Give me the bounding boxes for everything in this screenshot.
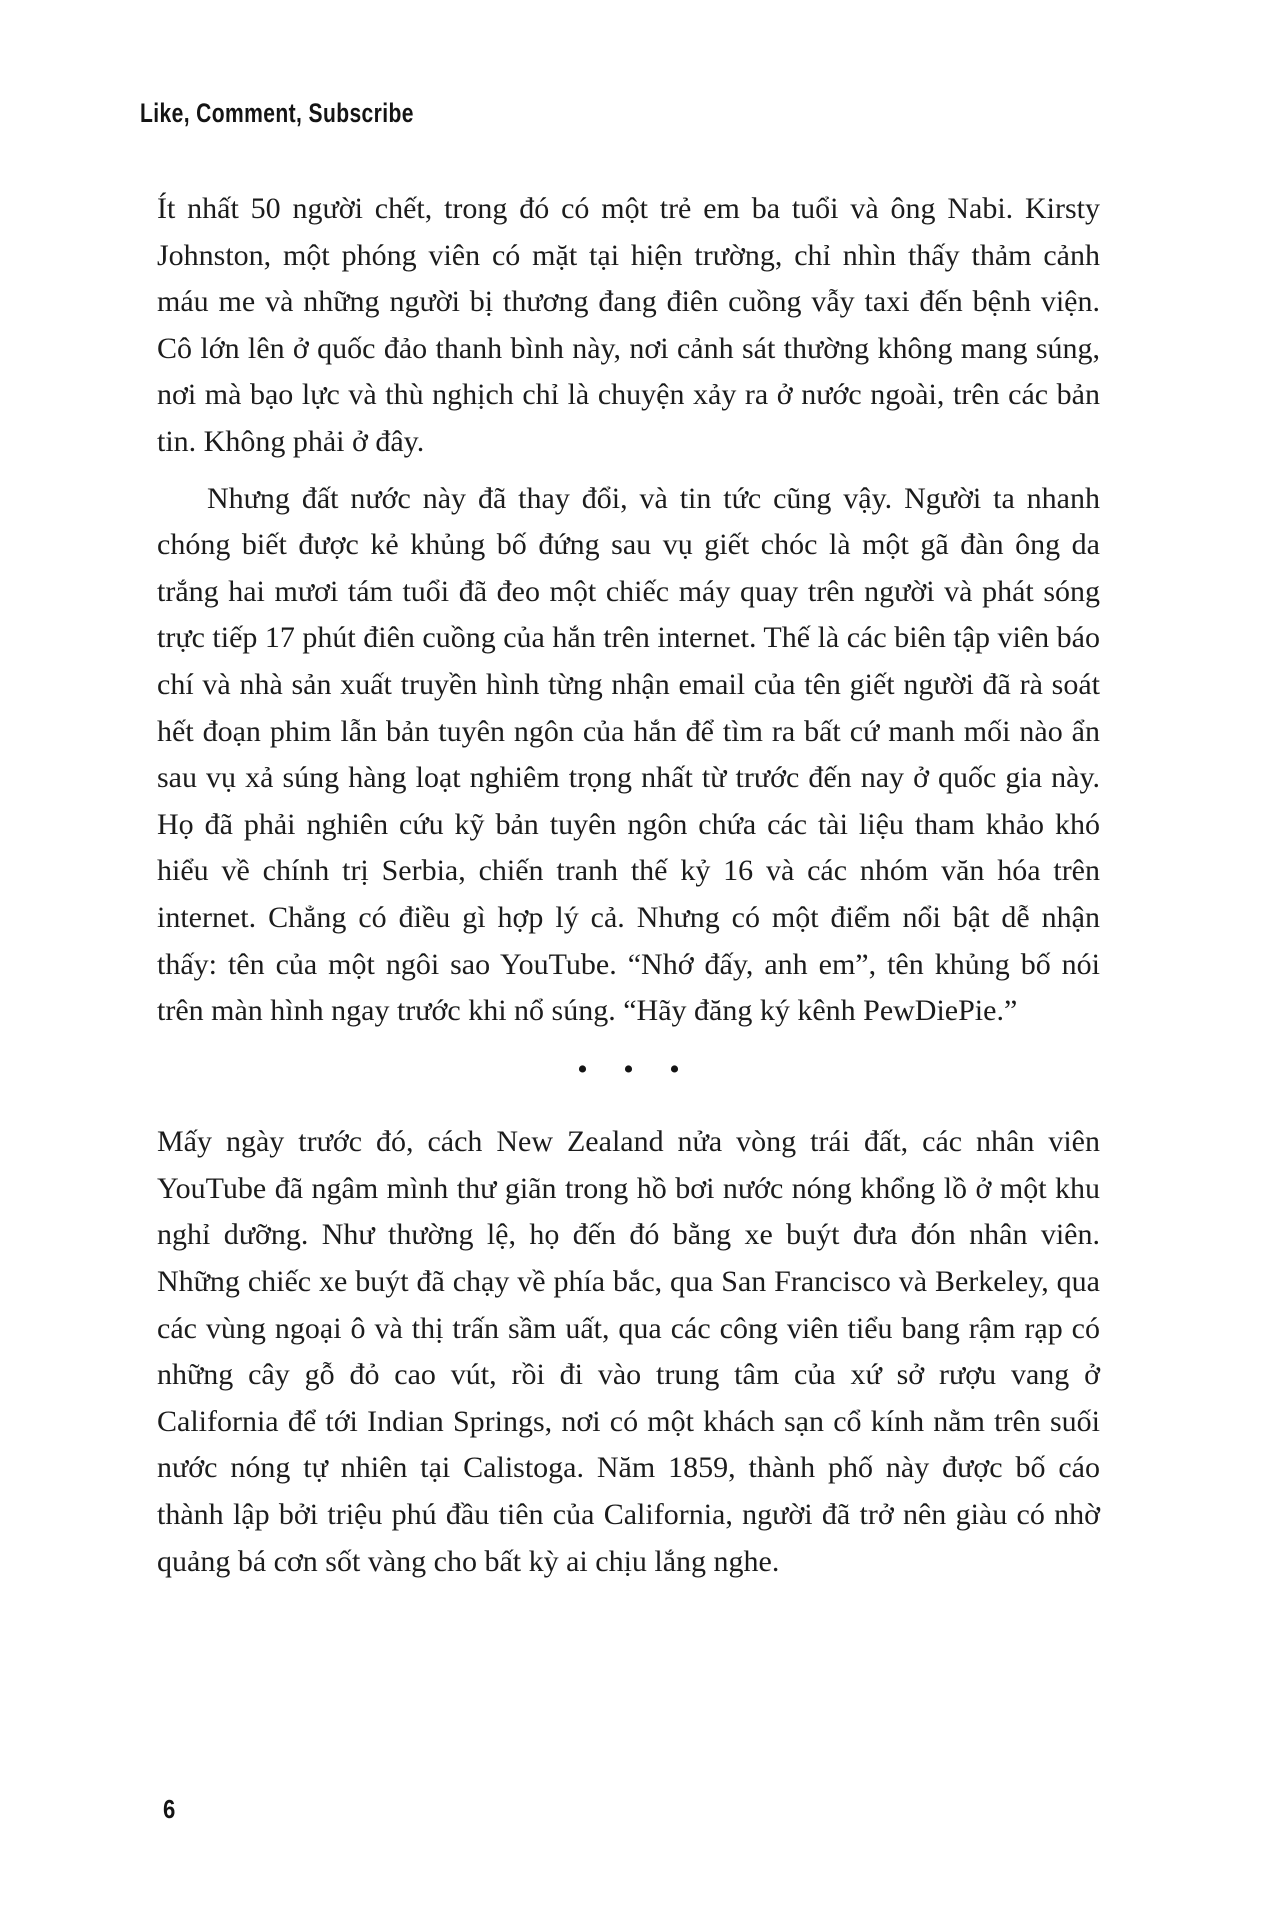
section-break-dots: • • • — [577, 1052, 694, 1086]
paragraph-1: Ít nhất 50 người chết, trong đó có một trẻ em ba tuổi và ông Nabi. Kirsty Johnston, một phóng viên có mặt tại hiện trường, chỉ nhìn thấy thảm cảnh máu me và những người bị thương đang điên cuồng vẫy taxi đến bệnh viện. Cô lớn lên ở quốc đảo thanh bình này, nơi cảnh sát thường không mang súng, nơi mà bạo lực và thù nghịch chỉ là chuyện xảy ra ở nước ngoài, trên các bản tin. Không phải ở đây. — [157, 192, 1100, 458]
body-text — [157, 186, 1100, 1595]
paragraph-2: Nhưng đất nước này đã thay đổi, và tin tức cũng vậy. Người ta nhanh chóng biết được kẻ khủng bố đứng sau vụ giết chóc là một gã đàn ông da trắng hai mươi tám tuổi đã đeo một chiếc máy quay trên người và phát sóng trực tiếp 17 phút điên cuồng của hắn trên internet. Thế là các biên tập viên báo chí và nhà sản xuất truyền hình từng nhận email của tên giết người đã rà soát hết đoạn phim lẫn bản tuyên ngôn của hắn để tìm ra bất cứ manh mối nào ẩn sau vụ xả súng hàng loạt nghiêm trọng nhất từ trước đến nay ở quốc gia này. Họ đã phải nghiên cứu kỹ bản tuyên ngôn chứa các tài liệu tham khảo khó hiểu về chính trị Serbia, chiến tranh thế kỷ 16 và các nhóm văn hóa trên internet. Chẳng có điều gì hợp lý cả. Nhưng có một điểm nổi bật dễ nhận thấy: tên của một ngôi sao YouTube. “Nhớ đấy, anh em”, tên khủng bố nói trên màn hình ngay trước khi nổ súng. “Hãy đăng ký kênh PewDiePie.” — [157, 481, 1100, 1028]
running-header: Like, Comment, Subscribe — [140, 98, 414, 128]
paragraph-3: Mấy ngày trước đó, cách New Zealand nửa vòng trái đất, các nhân viên YouTube đã ngâm mình thư giãn trong hồ bơi nước nóng khổng lồ ở một khu nghỉ dưỡng. Như thường lệ, họ đến đó bằng xe buýt đưa đón nhân viên. Những chiếc xe buýt đã chạy về phía bắc, qua San Francisco và Berkeley, qua các vùng ngoại ô và thị trấn sầm uất, qua các công viên tiểu bang rậm rạp có những cây gỗ đỏ cao vút, rồi đi vào trung tâm của xứ sở rượu vang ở California để tới Indian Springs, nơi có một khách sạn cổ kính nằm trên suối nước nóng tự nhiên tại Calistoga. Năm 1859, thành phố này được bố cáo thành lập bởi triệu phú đầu tiên của California, người đã trở nên giàu có nhờ quảng bá cơn sốt vàng cho bất kỳ ai chịu lắng nghe. — [157, 1125, 1100, 1578]
page-number: 6 — [163, 1794, 176, 1824]
